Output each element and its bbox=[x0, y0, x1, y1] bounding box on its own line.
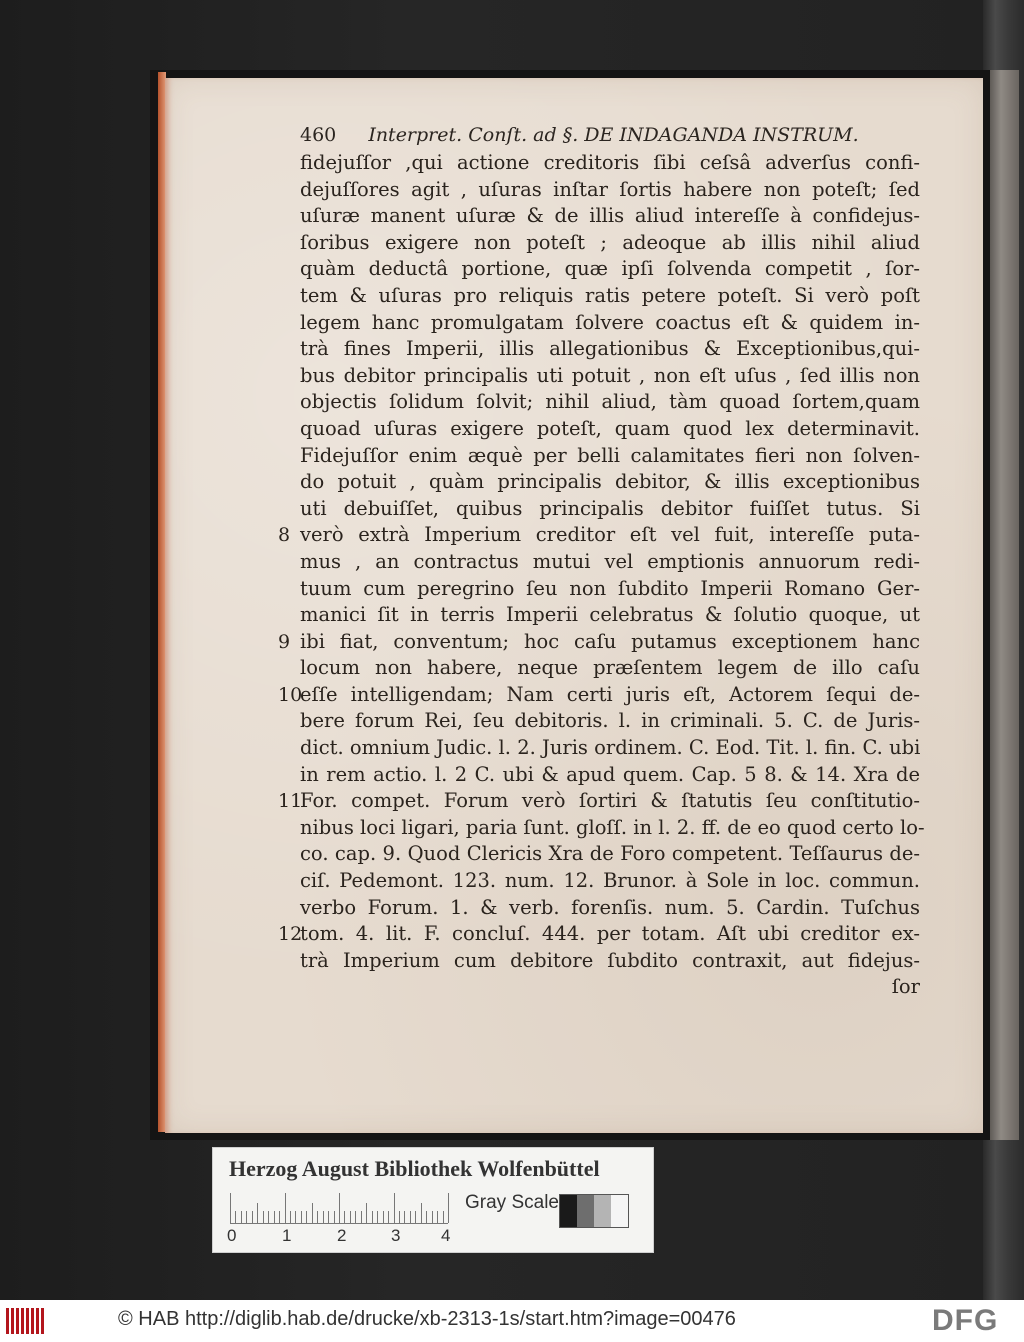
ruler-tick bbox=[404, 1211, 405, 1223]
text-line bbox=[300, 283, 920, 310]
ruler-tick bbox=[361, 1211, 362, 1223]
text-line bbox=[278, 629, 920, 656]
ruler-tick bbox=[415, 1211, 416, 1223]
text-line-content: bere forum Rei, ſeu debitoris. l. in criminali. 5. C. de Juris- bbox=[300, 709, 920, 733]
text-line bbox=[300, 895, 920, 922]
dfg-logo: DFG bbox=[932, 1304, 999, 1337]
text-line bbox=[300, 443, 920, 470]
margin-number: 11 bbox=[278, 790, 303, 813]
ruler-tick bbox=[257, 1203, 258, 1223]
ruler-tick bbox=[301, 1211, 302, 1223]
text-line bbox=[300, 762, 920, 789]
text-line-content: bus debitor principalis uti potuit , non eſt uſus , ſed illis non bbox=[300, 363, 920, 387]
text-line bbox=[300, 602, 920, 629]
text-line bbox=[300, 310, 920, 337]
text-line bbox=[300, 868, 920, 895]
gray-swatch bbox=[577, 1195, 594, 1227]
ruler-tick bbox=[328, 1211, 329, 1223]
text-line-content: co. cap. 9. Quod Clericis Xra de Foro competent. Teſſaurus de- bbox=[300, 842, 920, 866]
text-line bbox=[300, 735, 920, 762]
ruler-tick bbox=[448, 1193, 449, 1223]
footer-bar bbox=[0, 1300, 1024, 1342]
text-line bbox=[300, 948, 920, 975]
text-line bbox=[300, 841, 920, 868]
text-line-content: ibi fiat, conventum; hoc caſu putamus exceptionem hanc bbox=[300, 629, 920, 653]
ruler-tick bbox=[339, 1193, 340, 1223]
text-line bbox=[300, 655, 920, 682]
text-line bbox=[300, 177, 920, 204]
gray-swatch bbox=[594, 1195, 611, 1227]
scale-number: 1 bbox=[282, 1226, 292, 1245]
text-line bbox=[300, 336, 920, 363]
ruler-tick bbox=[355, 1211, 356, 1223]
margin-number: 9 bbox=[278, 630, 291, 653]
ruler-tick bbox=[410, 1211, 411, 1223]
text-line-content: dict. omnium Judic. l. 2. Juris ordinem. C. Eod. Tit. l. fin. C. ubi bbox=[300, 736, 921, 760]
ruler-tick bbox=[263, 1211, 264, 1223]
gray-swatch bbox=[560, 1195, 577, 1227]
text-line-content: eſſe intelligendam; Nam certi juris eſt, Actorem ſequi de- bbox=[300, 682, 920, 706]
ruler-tick bbox=[312, 1203, 313, 1223]
text-line bbox=[278, 682, 920, 709]
text-line-content: legem hanc promulgatam ſolvere coactus eſt & quidem in- bbox=[300, 310, 920, 334]
text-line-content: trà Imperium cum debitore ſubdito contraxit, aut fidejus- bbox=[300, 948, 920, 972]
gray-scale-bar bbox=[559, 1194, 629, 1228]
text-line-content: dejuſſores agit , uſuras inſtar ſortis habere non poteſt; ſed bbox=[300, 177, 920, 201]
ruler-tick bbox=[366, 1203, 367, 1223]
text-line bbox=[300, 576, 920, 603]
ruler-tick bbox=[394, 1193, 395, 1223]
ruler-tick bbox=[295, 1211, 296, 1223]
ruler-tick bbox=[399, 1211, 400, 1223]
text-line bbox=[278, 522, 920, 549]
scale-number: 2 bbox=[337, 1226, 347, 1245]
text-line bbox=[300, 363, 920, 390]
gray-swatch bbox=[611, 1195, 628, 1227]
text-line bbox=[300, 203, 920, 230]
ruler-tick bbox=[388, 1211, 389, 1223]
ruler-tick bbox=[372, 1211, 373, 1223]
text-line-content: in rem actio. l. 2 C. ubi & apud quem. Cap. 5 8. & 14. Xra de bbox=[300, 762, 920, 786]
ruler-tick bbox=[443, 1211, 444, 1223]
text-line bbox=[300, 549, 920, 576]
text-line-content: uti debuiſſet, quibus principalis debitor fuiſſet tutus. Si bbox=[300, 496, 920, 520]
text-line-content: trà fines Imperii, illis allegationibus & Exceptionibus,qui- bbox=[300, 337, 920, 361]
page-number: 460 bbox=[300, 124, 337, 146]
text-line bbox=[300, 416, 920, 443]
text-line bbox=[300, 708, 920, 735]
ruler-tick bbox=[426, 1211, 427, 1223]
text-line-content: objectis ſolidum ſolvit; nihil aliud, tàm quoad ſortem,quam bbox=[300, 390, 920, 414]
ruler-tick bbox=[306, 1211, 307, 1223]
text-line-content: ſor bbox=[891, 975, 920, 999]
text-line bbox=[300, 496, 920, 523]
margin-number: 12 bbox=[278, 923, 303, 946]
text-line-content: tom. 4. lit. F. concluſ. 444. per totam. Aſt ubi creditor ex- bbox=[300, 922, 920, 946]
text-line-content: mus , an contractus mutui vel emptionis annuorum redi- bbox=[300, 549, 920, 573]
running-head: Interpret. Conſt. ad §. DE INDAGANDA INSTRUM. bbox=[368, 124, 859, 146]
text-line-content: manici ſit in terris Imperii celebratus & ſolutio quoque, ut bbox=[300, 603, 920, 627]
adjacent-leaf bbox=[989, 70, 1019, 1140]
text-line-content: ciſ. Pedemont. 123. num. 12. Brunor. à Sole in loc. commun. bbox=[300, 869, 920, 893]
text-line-content: ſoribus exigere non poteſt ; adeoque ab illis nihil aliud bbox=[300, 230, 920, 254]
text-line-content: tuum cum peregrino ſeu non ſubdito Imperii Romano Ger- bbox=[300, 576, 920, 600]
scale-number: 3 bbox=[391, 1226, 401, 1245]
text-line-content: uſuræ manent uſuræ & de illis aliud intereſſe à confidejus- bbox=[300, 204, 920, 228]
ruler-tick bbox=[350, 1211, 351, 1223]
text-line-content: nibus loci ligari, paria ſunt. gloſſ. in l. 2. ff. de eo quod certo lo- bbox=[300, 815, 925, 839]
text-line bbox=[300, 256, 920, 283]
ruler-tick bbox=[230, 1193, 231, 1223]
ruler-tick bbox=[383, 1211, 384, 1223]
ruler-tick bbox=[437, 1211, 438, 1223]
text-line bbox=[300, 974, 920, 1001]
ruler-tick bbox=[421, 1203, 422, 1223]
scale-number: 4 bbox=[441, 1226, 451, 1245]
hab-logo-icon bbox=[6, 1308, 44, 1334]
ruler-tick bbox=[252, 1211, 253, 1223]
ruler-tick bbox=[432, 1211, 433, 1223]
text-line-content: quoad uſuras exigere poteſt, quam quod lex determinavit. bbox=[300, 416, 920, 440]
text-line-content: Fidejuſſor enim æquè per belli calamitates fieri non ſolven- bbox=[300, 443, 920, 467]
scale-number: 0 bbox=[227, 1226, 237, 1245]
ruler-tick bbox=[290, 1211, 291, 1223]
text-line-content: For. compet. Forum verò ſortiri & ſtatutis ſeu conſtitutio- bbox=[300, 789, 920, 813]
footer-url[interactable]: © HAB http://diglib.hab.de/drucke/xb-2313-1s/start.htm?image=00476 bbox=[118, 1308, 736, 1330]
text-line bbox=[300, 230, 920, 257]
body-text bbox=[278, 150, 925, 1001]
ruler-tick bbox=[246, 1211, 247, 1223]
text-line bbox=[300, 469, 920, 496]
text-line-content: fidejuſſor ,qui actione creditoris ſibi ceſsâ adverſus confi- bbox=[300, 151, 920, 174]
text-line bbox=[300, 815, 925, 842]
ruler-tick bbox=[241, 1211, 242, 1223]
library-title: Herzog August Bibliothek Wolfenbüttel bbox=[229, 1156, 600, 1181]
text-line bbox=[300, 389, 920, 416]
margin-number: 10 bbox=[278, 683, 303, 706]
ruler-tick bbox=[285, 1193, 286, 1223]
ruler-tick bbox=[268, 1211, 269, 1223]
ruler-tick bbox=[323, 1211, 324, 1223]
text-line bbox=[278, 788, 920, 815]
ruler-tick bbox=[235, 1211, 236, 1223]
text-line-content: verò extrà Imperium creditor eſt vel fuit, intereſſe puta- bbox=[300, 523, 920, 547]
scale-card bbox=[212, 1147, 654, 1253]
ruler-tick bbox=[344, 1211, 345, 1223]
ruler-tick bbox=[317, 1211, 318, 1223]
text-line bbox=[300, 150, 920, 177]
ruler bbox=[230, 1193, 448, 1224]
text-line-content: locum non habere, neque præſentem legem de illo caſu bbox=[300, 656, 920, 680]
text-line-content: quàm deductâ portione, quæ ipſi ſolvenda competit , ſor- bbox=[300, 257, 920, 281]
text-line-content: tem & uſuras pro reliquis ratis petere poteſt. Si verò poſt bbox=[300, 283, 920, 307]
ruler-tick bbox=[334, 1211, 335, 1223]
ruler-tick bbox=[279, 1211, 280, 1223]
text-line-content: do potuit , quàm principalis debitor, & illis exceptionibus bbox=[300, 470, 920, 494]
ruler-tick bbox=[274, 1211, 275, 1223]
text-line-content: verbo Forum. 1. & verb. forenſis. num. 5. Cardin. Tuſchus bbox=[300, 895, 920, 919]
gray-scale-label: Gray Scale bbox=[465, 1192, 559, 1213]
margin-number: 8 bbox=[278, 524, 291, 547]
text-line bbox=[278, 921, 920, 948]
ruler-tick bbox=[377, 1211, 378, 1223]
